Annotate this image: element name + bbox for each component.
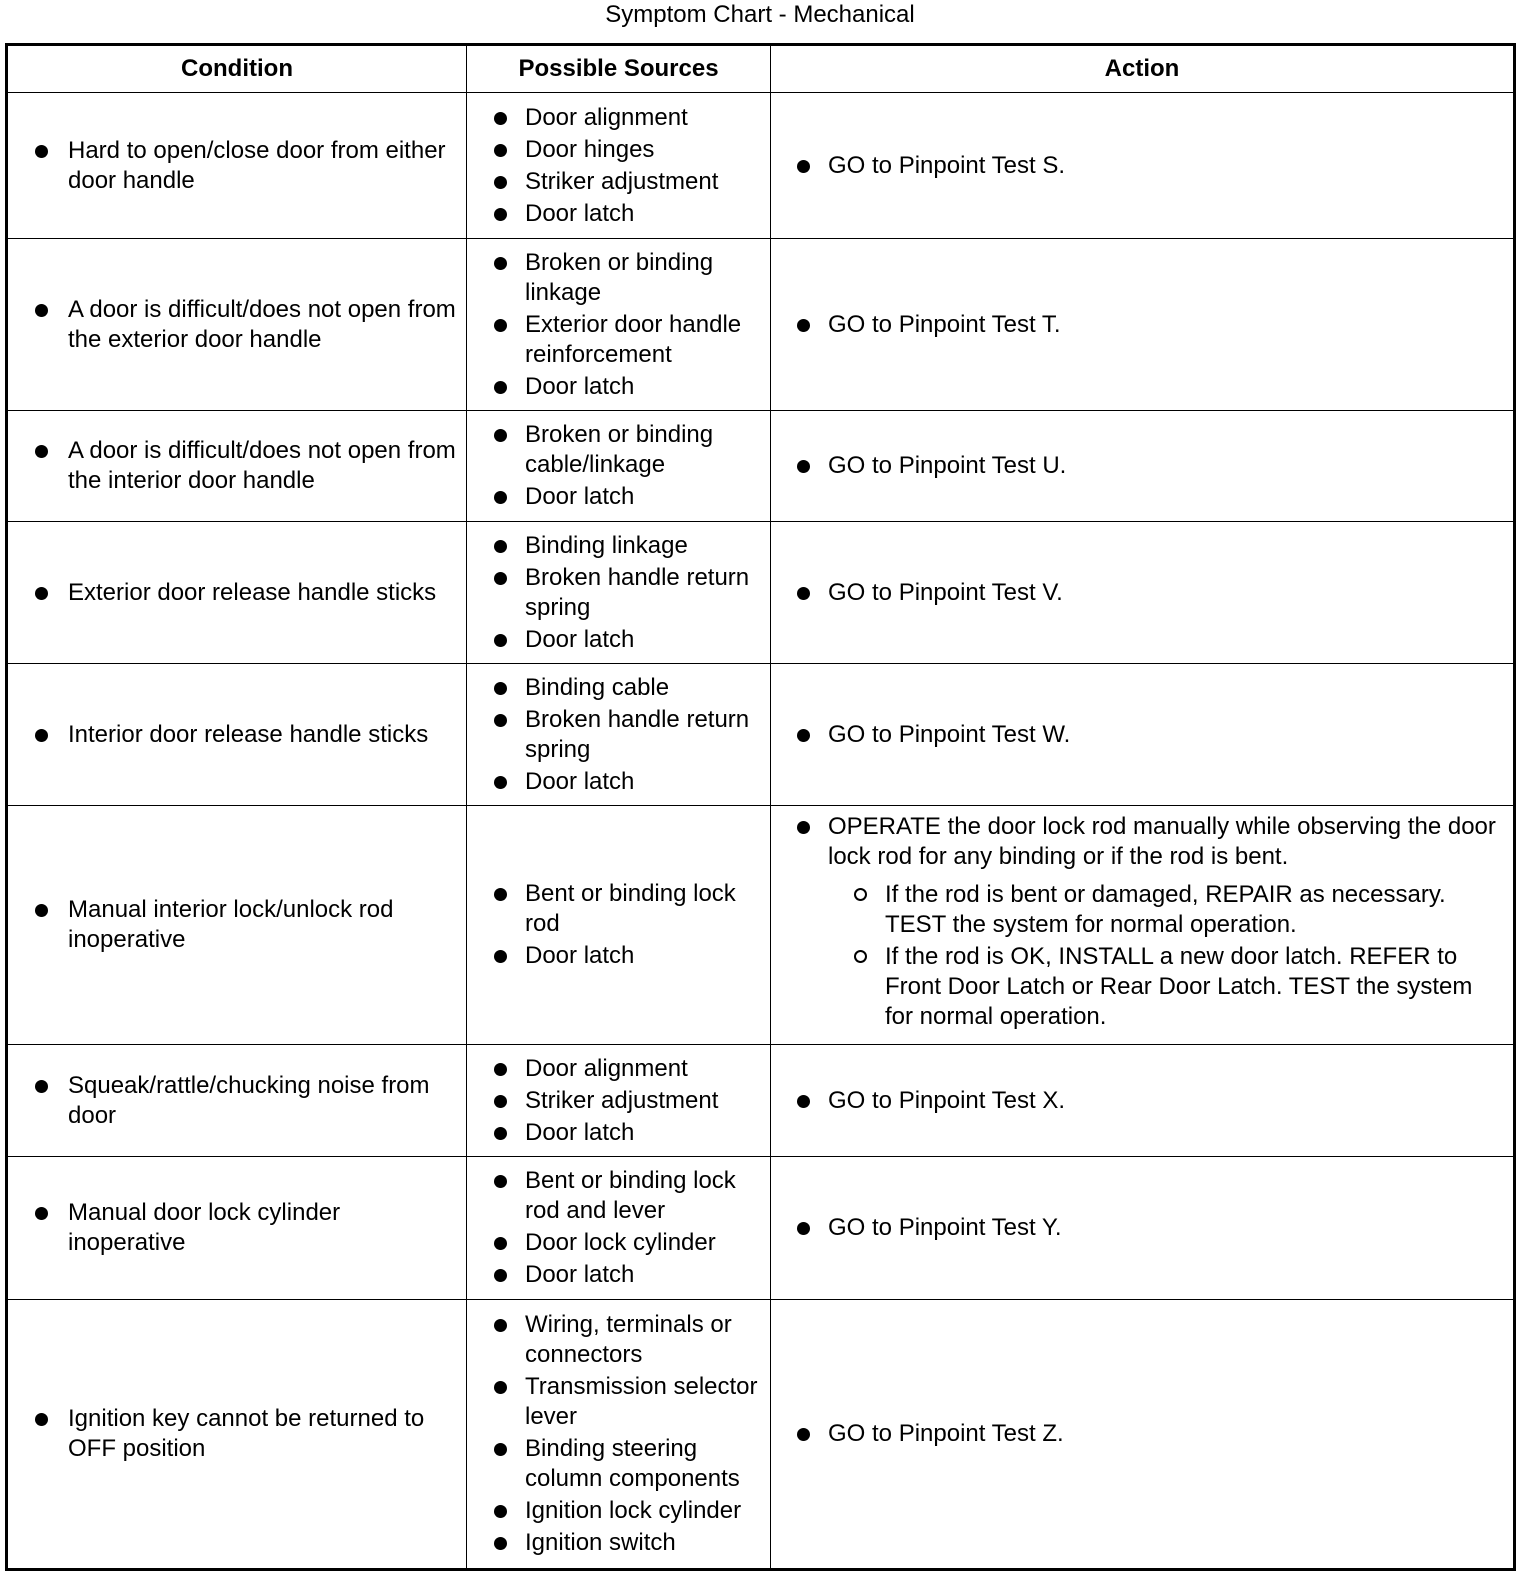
action-cell bbox=[771, 1045, 1515, 1157]
source-item: Broken handle return spring bbox=[525, 563, 764, 623]
condition-cell bbox=[7, 806, 467, 1045]
action-cell bbox=[771, 664, 1515, 806]
source-item: Door latch bbox=[525, 1260, 764, 1290]
action-text: GO to Pinpoint Test Y. bbox=[828, 1214, 1062, 1241]
source-item: Door latch bbox=[525, 1118, 764, 1148]
possible-sources-cell bbox=[467, 806, 771, 1045]
condition-cell bbox=[7, 93, 467, 239]
possible-sources-cell bbox=[467, 93, 771, 239]
source-item: Ignition lock cylinder bbox=[525, 1496, 764, 1526]
action-cell bbox=[771, 522, 1515, 664]
source-item: Broken or binding cable/linkage bbox=[525, 420, 764, 480]
action-item bbox=[828, 1213, 1505, 1243]
header-row bbox=[7, 45, 1515, 93]
condition-text: Exterior door release handle sticks bbox=[68, 578, 462, 608]
source-item: Door alignment bbox=[525, 103, 764, 133]
table-row bbox=[7, 411, 1515, 522]
source-item: Door latch bbox=[525, 372, 764, 402]
possible-sources-cell bbox=[467, 522, 771, 664]
action-text: GO to Pinpoint Test V. bbox=[828, 578, 1063, 606]
table-row bbox=[7, 664, 1515, 806]
source-item: Exterior door handle reinforcement bbox=[525, 310, 764, 370]
possible-sources-cell bbox=[467, 1045, 771, 1157]
source-item: Binding linkage bbox=[525, 531, 764, 561]
source-item: Transmission selector lever bbox=[525, 1372, 764, 1432]
source-item: Door latch bbox=[525, 199, 764, 229]
source-item: Binding steering column components bbox=[525, 1434, 764, 1494]
condition-text: Squeak/rattle/chucking noise from door bbox=[68, 1071, 462, 1131]
condition-cell bbox=[7, 1300, 467, 1570]
table-row bbox=[7, 93, 1515, 239]
condition-text: Ignition key cannot be returned to OFF position bbox=[68, 1404, 462, 1464]
chart-title: Symptom Chart - Mechanical bbox=[605, 1, 915, 28]
action-cell bbox=[771, 239, 1515, 411]
condition-header: Condition bbox=[7, 45, 467, 93]
chart-body bbox=[7, 93, 1515, 1570]
table-row bbox=[7, 1300, 1515, 1570]
source-item: Striker adjustment bbox=[525, 167, 764, 197]
possible-sources-cell bbox=[467, 239, 771, 411]
condition-text: Hard to open/close door from either door handle bbox=[68, 136, 462, 196]
action-text: GO to Pinpoint Test W. bbox=[828, 720, 1071, 748]
action-text: GO to Pinpoint Test X. bbox=[828, 1086, 1066, 1114]
possible-sources-header: Possible Sources bbox=[467, 45, 771, 93]
condition-cell bbox=[7, 1045, 467, 1157]
source-item: Broken handle return spring bbox=[525, 705, 764, 765]
source-item: Door hinges bbox=[525, 135, 764, 165]
possible-sources-cell bbox=[467, 411, 771, 522]
condition-cell bbox=[7, 522, 467, 664]
source-item: Door lock cylinder bbox=[525, 1228, 764, 1258]
table-row bbox=[7, 239, 1515, 411]
condition-text: Manual door lock cylinder inoperative bbox=[68, 1198, 462, 1258]
action-subitem: If the rod is OK, INSTALL a new door latch. REFER to Front Door Latch or Rear Door Latch. TEST the system for normal operation. bbox=[885, 942, 1497, 1032]
action-item bbox=[828, 451, 1505, 481]
source-item: Ignition switch bbox=[525, 1528, 764, 1558]
action-text: GO to Pinpoint Test U. bbox=[828, 452, 1067, 479]
condition-text: Manual interior lock/unlock rod inoperative bbox=[68, 895, 462, 955]
action-text: OPERATE the door lock rod manually while observing the door lock rod for any binding or if the rod is bent. bbox=[828, 813, 1496, 870]
condition-cell bbox=[7, 411, 467, 522]
action-item bbox=[828, 578, 1505, 608]
source-item: Broken or binding linkage bbox=[525, 248, 764, 308]
source-item: Striker adjustment bbox=[525, 1086, 764, 1116]
source-item: Binding cable bbox=[525, 673, 764, 703]
table-row bbox=[7, 1045, 1515, 1157]
source-item: Wiring, terminals or connectors bbox=[525, 1310, 764, 1370]
action-text: GO to Pinpoint Test S. bbox=[828, 151, 1066, 179]
condition-text: A door is difficult/does not open from the exterior door handle bbox=[68, 295, 462, 355]
possible-sources-cell bbox=[467, 1157, 771, 1300]
condition-cell bbox=[7, 664, 467, 806]
symptom-chart-table bbox=[5, 43, 1516, 1571]
table-row bbox=[7, 1157, 1515, 1300]
source-item: Door latch bbox=[525, 482, 764, 512]
action-item bbox=[828, 812, 1505, 1038]
action-cell bbox=[771, 1157, 1515, 1300]
table-row bbox=[7, 522, 1515, 664]
source-item: Door latch bbox=[525, 767, 764, 797]
action-cell bbox=[771, 411, 1515, 522]
action-item bbox=[828, 1086, 1505, 1116]
source-item: Door alignment bbox=[525, 1054, 764, 1084]
condition-text: Interior door release handle sticks bbox=[68, 720, 462, 750]
action-cell bbox=[771, 1300, 1515, 1570]
action-header: Action bbox=[771, 45, 1515, 93]
action-item bbox=[828, 151, 1505, 181]
source-item: Door latch bbox=[525, 941, 764, 971]
action-cell bbox=[771, 806, 1515, 1045]
possible-sources-cell bbox=[467, 1300, 771, 1570]
action-cell bbox=[771, 93, 1515, 239]
condition-cell bbox=[7, 1157, 467, 1300]
action-text: GO to Pinpoint Test Z. bbox=[828, 1420, 1064, 1447]
source-item: Bent or binding lock rod and lever bbox=[525, 1166, 764, 1226]
condition-cell bbox=[7, 239, 467, 411]
action-item bbox=[828, 310, 1505, 340]
source-item: Door latch bbox=[525, 625, 764, 655]
table-row bbox=[7, 806, 1515, 1045]
action-subitem: If the rod is bent or damaged, REPAIR as necessary. TEST the system for normal operation. bbox=[885, 880, 1497, 940]
action-item bbox=[828, 1419, 1505, 1449]
possible-sources-cell bbox=[467, 664, 771, 806]
condition-text: A door is difficult/does not open from the interior door handle bbox=[68, 436, 462, 496]
source-item: Bent or binding lock rod bbox=[525, 879, 764, 939]
action-text: GO to Pinpoint Test T. bbox=[828, 310, 1061, 338]
action-item bbox=[828, 720, 1505, 750]
